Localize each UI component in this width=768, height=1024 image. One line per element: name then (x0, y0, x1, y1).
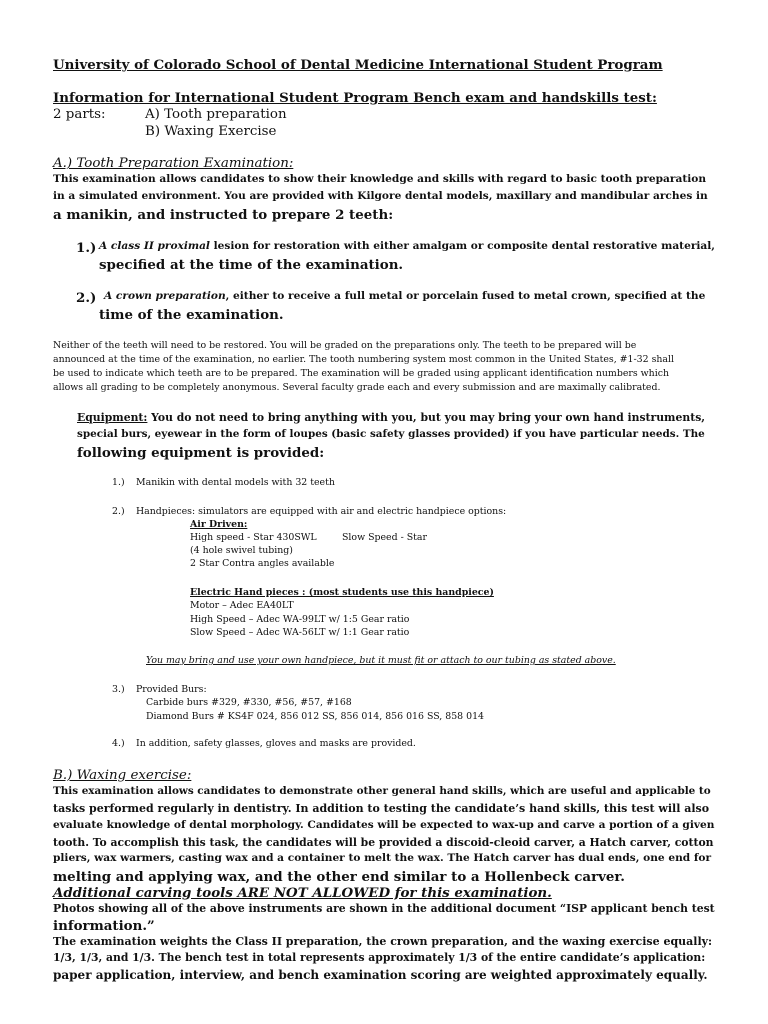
note-line-4: allows all grading to be completely anonymous. Several faculty grade each and every submission and are maximally calibrated. (53, 382, 661, 393)
air-driven-heading: Air Driven: (190, 519, 248, 530)
part-a: A) Tooth preparation (145, 107, 287, 122)
section-a-heading: A.) Tooth Preparation Examination: (53, 156, 294, 171)
item-2-lead: A crown preparation (104, 290, 226, 302)
info-heading: Information for International Student Program Bench exam and handskills test: (53, 90, 657, 106)
section-a-intro-2: in a simulated environment. You are provided with Kilgore dental models, maxillary and mandibular arches in (53, 190, 708, 202)
equip-4-number: 4.) (112, 738, 125, 749)
electric-high-speed: High Speed – Adec WA-99LT w/ 1:5 Gear ratio (190, 614, 410, 625)
item-2-number: 2.) (76, 290, 97, 306)
section-b-line-3: evaluate knowledge of dental morphology. Candidates will be expected to wax-up and carve a portion of a given (53, 819, 715, 831)
equipment-label: Equipment: (77, 411, 148, 424)
closing-line-4: 1/3, 1/3, and 1/3. The bench test in total represents approximately 1/3 of the entire candidate’s application: (53, 951, 706, 964)
handpiece-note: You may bring and use your own handpiece, but it must fit or attach to our tubing as stated above. (146, 655, 616, 666)
air-contra: 2 Star Contra angles available (190, 558, 335, 569)
item-1-number: 1.) (76, 240, 97, 256)
equip-3-number: 3.) (112, 684, 125, 695)
carbide-burs: Carbide burs #329, #330, #56, #57, #168 (146, 697, 352, 708)
section-b-line-5: pliers, wax warmers, casting wax and a container to melt the wax. The Hatch carver has dual ends, one end for (53, 852, 712, 864)
item-2-rest: , either to receive a full metal or porcelain fused to metal crown, specified at the (225, 290, 706, 302)
closing-line-5: paper application, interview, and bench examination scoring are weighted approximately equally. (53, 968, 708, 982)
equip-2-number: 2.) (112, 506, 125, 517)
section-a-intro-1: This examination allows candidates to show their knowledge and skills with regard to basic tooth preparation (53, 173, 707, 185)
electric-heading: Electric Hand pieces : (most students use this handpiece) (190, 587, 494, 598)
equip-1-number: 1.) (112, 477, 125, 488)
item-1-text (99, 240, 715, 252)
item-1-cont: specified at the time of the examination. (99, 257, 404, 273)
diamond-burs: Diamond Burs # KS4F 024, 856 012 SS, 856 014, 856 016 SS, 858 014 (146, 711, 485, 722)
equipment-intro-3: following equipment is provided: (77, 445, 325, 461)
air-slow-speed: Slow Speed - Star (342, 532, 427, 543)
document-title: University of Colorado School of Dental Medicine International Student Program (53, 57, 663, 73)
part-b: B) Waxing Exercise (145, 124, 277, 139)
equipment-intro-rest: You do not need to bring anything with you, but you may bring your own hand instruments, (147, 411, 706, 424)
air-swivel: (4 hole swivel tubing) (190, 545, 293, 556)
item-1-lead: A class II proximal (99, 240, 210, 252)
equip-4-text: In addition, safety glasses, gloves and masks are provided. (136, 738, 416, 749)
electric-motor: Motor – Adec EA40LT (190, 600, 294, 611)
item-1-rest: lesion for restoration with either amalgam or composite dental restorative material, (209, 240, 715, 252)
closing-line-2: information.” (53, 918, 155, 934)
note-line-3: be used to indicate which teeth are to be prepared. The examination will be graded using applicant identification numbers which (53, 368, 669, 379)
equip-3-text: Provided Burs: (136, 684, 207, 695)
equip-1-text: Manikin with dental models with 32 teeth (136, 477, 335, 488)
carving-tools-warning: Additional carving tools ARE NOT ALLOWED for this examination. (53, 885, 552, 901)
section-b-line-6: melting and applying wax, and the other end similar to a Hollenbeck carver. (53, 869, 625, 885)
section-b-line-2: tasks performed regularly in dentistry. In addition to testing the candidate’s hand skills, this test will also (53, 802, 710, 815)
closing-line-3: The examination weights the Class II preparation, the crown preparation, and the waxing exercise equally: (53, 935, 713, 948)
item-2-text (104, 290, 705, 302)
note-line-2: announced at the time of the examination, no earlier. The tooth numbering system most common in the United States, #1-32 shall (53, 354, 675, 365)
electric-slow-speed: Slow Speed – Adec WA-56LT w/ 1:1 Gear ratio (190, 627, 410, 638)
equipment-intro-2: special burs, eyewear in the form of loupes (basic safety glasses provided) if you have particular needs. The (77, 428, 705, 440)
equipment-intro (77, 411, 705, 424)
item-2-cont: time of the examination. (99, 307, 284, 323)
parts-label: 2 parts: (53, 107, 106, 122)
closing-line-1: Photos showing all of the above instruments are shown in the additional document “ISP applicant bench test (53, 902, 715, 915)
section-b-line-4: tooth. To accomplish this task, the candidates will be provided a discoid-cleoid carver, a Hatch carver, cotton (53, 836, 714, 849)
section-a-intro-3: a manikin, and instructed to prepare 2 teeth: (53, 207, 394, 223)
note-line-1: Neither of the teeth will need to be restored. You will be graded on the preparations only. The teeth to be prepared will be (53, 340, 637, 351)
equip-2-text: Handpieces: simulators are equipped with air and electric handpiece options: (136, 506, 507, 517)
section-b-heading: B.) Waxing exercise: (53, 768, 192, 783)
section-b-line-1: This examination allows candidates to demonstrate other general hand skills, which are useful and applicable to (53, 785, 711, 797)
air-high-speed: High speed - Star 430SWL (190, 532, 317, 543)
